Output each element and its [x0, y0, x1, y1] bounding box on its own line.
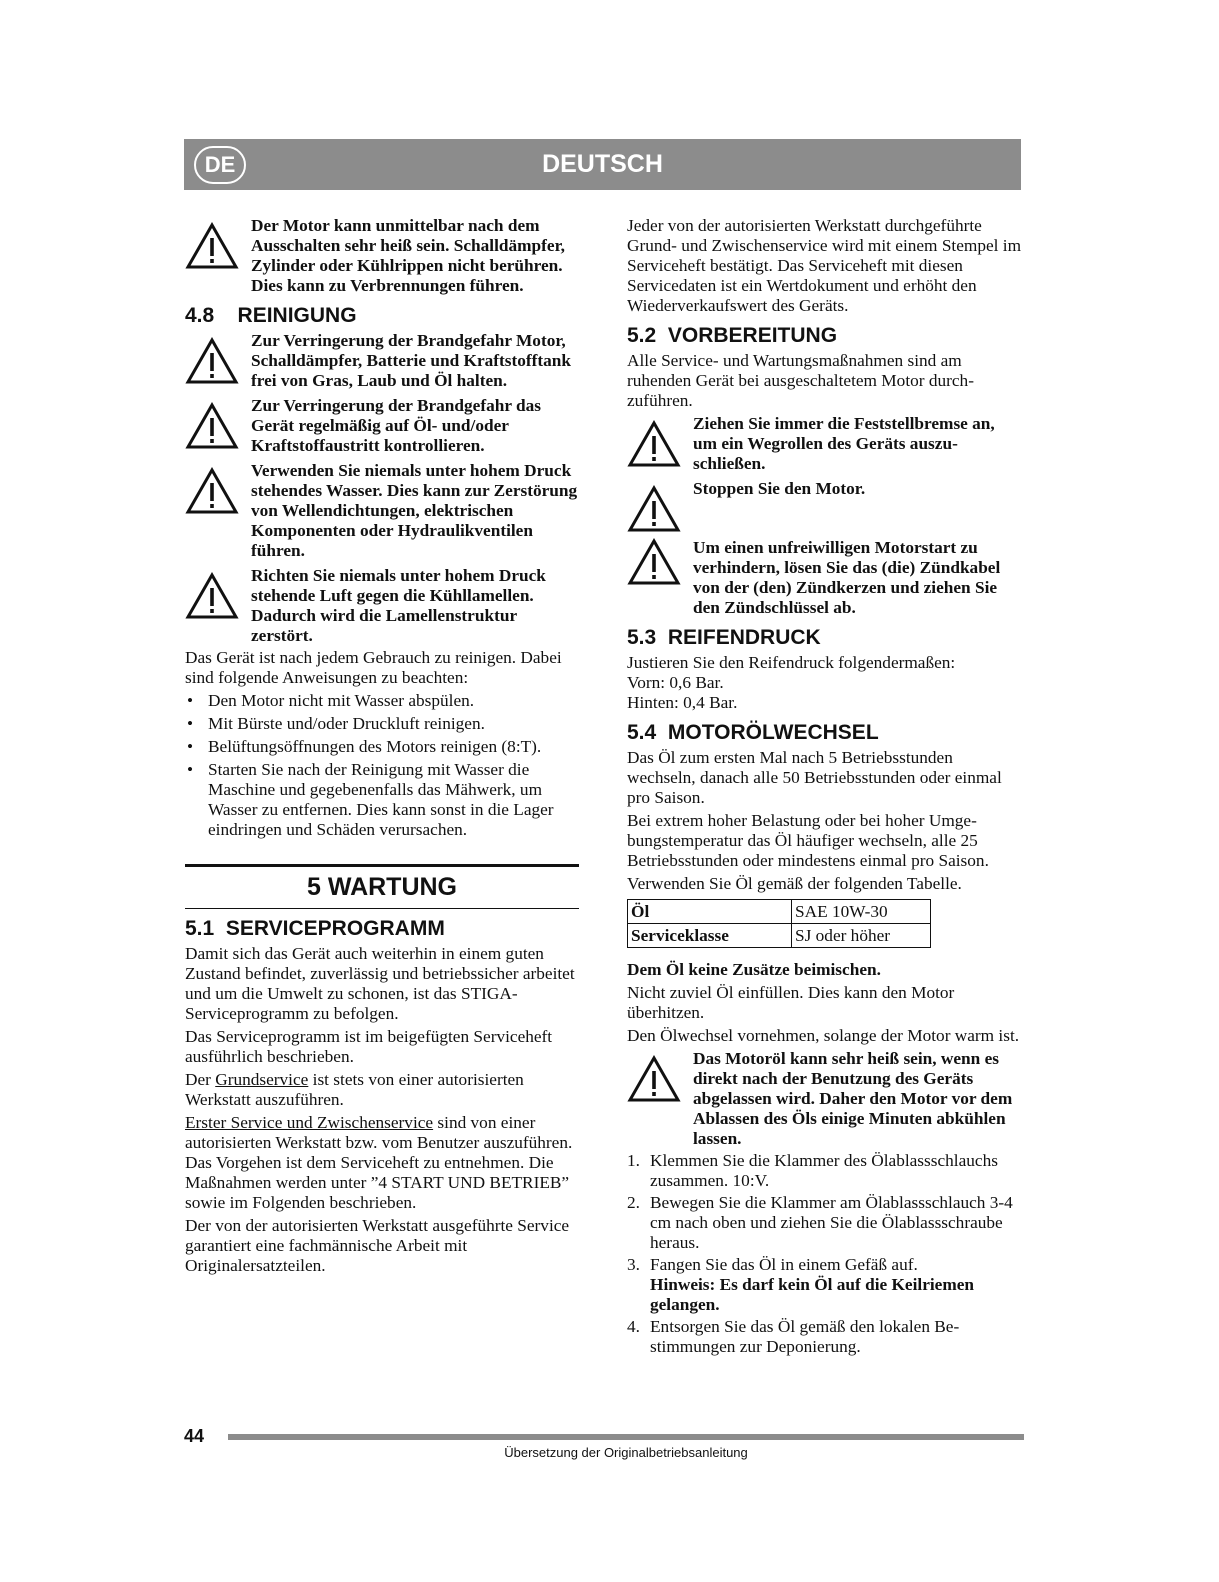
step-text: Entsorgen Sie das Öl gemäß den lokalen Bestimmungen zur Deponierung. — [650, 1317, 960, 1356]
page-title: DEUTSCH — [542, 150, 663, 178]
table-cell-value: SJ oder höher — [792, 924, 931, 948]
warning-text: Ziehen Sie immer die Feststellbremse an, um ein Wegrollen des Geräts auszuschließen. — [693, 414, 995, 473]
underlined-term: Grundservice — [215, 1070, 309, 1089]
cleaning-list — [185, 691, 579, 840]
warning-triangle-icon — [185, 216, 251, 296]
step-number: 2. — [627, 1193, 640, 1212]
warning-block — [627, 1049, 1022, 1149]
section-heading-5-4: 5.4 MOTORÖLWECHSEL — [627, 721, 879, 744]
warning-text: Um einen unfreiwilligen Motorstart zu verhindern, lösen Sie das (die) Zündkabel von der (den) Zündkerzen und ziehen Sie den Zündschlüssel ab. — [693, 538, 1001, 617]
warning-text: Verwenden Sie niemals unter hohem Druck stehendes Wasser. Dies kann zur Zerstörung von Wellendichtungen, elektrischen Komponenten oder Hydraulikventilen führen. — [251, 461, 578, 560]
table-cell-key: Öl — [628, 900, 792, 924]
paragraph: Das Öl zum ersten Mal nach 5 Betriebsstunden wechseln, danach alle 50 Betriebsstunden oder einmal pro Saison. — [627, 748, 1002, 807]
paragraph: Alle Service- und Wartungsmaßnahmen sind am ruhenden Gerät bei ausgeschaltetem Motor durchzuführen. — [627, 351, 974, 410]
warning-triangle-icon — [185, 331, 251, 391]
underlined-term: Erster Service und Zwischenservice — [185, 1113, 434, 1132]
list-item — [627, 1193, 1022, 1253]
step-text: Bewegen Sie die Klammer am Ölablassschlauch 3-4 cm nach oben und ziehen Sie die Ölablassschraube heraus. — [650, 1193, 1013, 1252]
step-text: Fangen Sie das Öl in einem Gefäß auf. — [650, 1255, 918, 1274]
paragraph — [185, 1070, 579, 1110]
paragraph: Jeder von der autorisierten Werkstatt durchgeführte Grund- und Zwischenservice wird mit einem Stempel im Serviceheft bestätigt. Das Serviceheft mit diesen Servicedaten ist ein Wertdokument und erhöht den Wiederverkaufswert des Geräts. — [627, 216, 1022, 315]
text-span: Der — [185, 1070, 216, 1089]
step-text: Klemmen Sie die Klammer des Ölablassschlauchs zusammen. 10:V. — [650, 1151, 998, 1190]
warning-text: Stoppen Sie den Motor. — [693, 479, 866, 498]
paragraph: Justieren Sie den Reifendruck folgendermaßen: — [627, 653, 956, 672]
warning-triangle-icon — [185, 396, 251, 456]
paragraph — [185, 1113, 579, 1213]
list-item — [627, 1255, 1022, 1315]
section-heading-5-1: 5.1 SERVICEPROGRAMM — [185, 917, 445, 940]
warning-block — [185, 461, 579, 561]
warning-text: Das Motoröl kann sehr heiß sein, wenn es direkt nach der Benutzung des Geräts abgelassen wird. Daher den Motor vor dem Ablassen des Öls einige Minuten abkühlen lassen. — [693, 1049, 1013, 1148]
list-item — [627, 1151, 1022, 1191]
table-cell-value: SAE 10W-30 — [792, 900, 931, 924]
warning-triangle-icon — [627, 1049, 693, 1149]
step-note: Hinweis: Es darf kein Öl auf die Keilriemen gelangen. — [650, 1275, 975, 1314]
warning-block — [185, 566, 579, 646]
warning-triangle-icon — [185, 566, 251, 646]
table-row — [628, 924, 931, 948]
paragraph: Nicht zuviel Öl einfüllen. Dies kann den Motor überhitzen. — [627, 983, 955, 1022]
section-heading-4-8: 4.8 REINIGUNG — [185, 304, 357, 327]
chapter-heading: 5 WARTUNG — [185, 864, 579, 909]
step-number: 1. — [627, 1151, 640, 1170]
paragraph: Der von der autorisierten Werkstatt ausgeführte Service garantiert eine fachmännische Arbeit mit Originalersatzteilen. — [185, 1216, 570, 1275]
warning-block — [185, 396, 579, 456]
warning-text: Zur Verringerung der Brandgefahr Motor, Schalldämpfer, Batterie und Kraftstofftank frei von Gras, Laub und Öl halten. — [251, 331, 572, 390]
section-heading-5-2: 5.2 VORBEREITUNG — [627, 324, 838, 347]
right-column — [627, 216, 1022, 1359]
list-item: • Starten Sie nach der Reinigung mit Wasser die Maschine und gegebenenfalls das Mähwerk, um Wasser zu entfernen. Dies kann sonst in die Lager eindringen und Schäden verursachen. — [185, 760, 579, 840]
list-item: • Den Motor nicht mit Wasser abspülen. — [185, 691, 579, 711]
warning-block — [627, 414, 1022, 474]
paragraph: Hinten: 0,4 Bar. — [627, 693, 738, 712]
list-item: • Belüftungsöffnungen des Motors reinigen (8:T). — [185, 737, 579, 757]
list-item: • Mit Bürste und/oder Druckluft reinigen. — [185, 714, 579, 734]
warning-triangle-icon — [185, 461, 251, 561]
table-row — [628, 900, 931, 924]
list-item — [627, 1317, 1022, 1357]
footer-divider — [228, 1434, 1024, 1440]
oil-table — [627, 899, 931, 948]
section-heading-5-3: 5.3 REIFENDRUCK — [627, 626, 821, 649]
text-span: ist stets von einer autorisierten Werkstatt auszuführen. — [185, 1070, 524, 1109]
warning-block — [627, 479, 1022, 533]
step-number: 3. — [627, 1255, 640, 1274]
warning-block — [627, 538, 1022, 618]
paragraph: Das Gerät ist nach jedem Gebrauch zu reinigen. Dabei sind folgende Anweisungen zu beachten: — [185, 648, 562, 687]
oil-change-steps — [627, 1151, 1022, 1357]
language-header — [184, 139, 1021, 190]
text-span: sind von einer autorisierten Werkstatt bzw. vom Benutzer auszuführen. Das Vorgehen ist dem Serviceheft zu entnehmen. Die Maßnahmen werden unter ”4 START UND BETRIEB” sowie im Folgenden beschrieben. — [185, 1113, 573, 1212]
paragraph: Vorn: 0,6 Bar. — [627, 673, 724, 692]
bold-paragraph: Dem Öl keine Zusätze beimischen. — [627, 960, 881, 979]
paragraph: Das Serviceprogramm ist im beigefügten Serviceheft ausführlich beschrieben. — [185, 1027, 553, 1066]
table-cell-key: Serviceklasse — [628, 924, 792, 948]
warning-triangle-icon — [627, 538, 693, 618]
language-badge: DE — [194, 146, 246, 184]
footer-caption: Übersetzung der Originalbetriebsanleitung — [504, 1445, 748, 1460]
warning-triangle-icon — [627, 479, 693, 533]
paragraph: Bei extrem hoher Belastung oder bei hoher Umgebungstemperatur das Öl häufiger wechseln, alle 25 Betriebsstunden oder mindestens einmal pro Saison. — [627, 811, 989, 870]
warning-text: Der Motor kann unmittelbar nach dem Ausschalten sehr heiß sein. Schalldämpfer, Zylinder oder Kühlrippen nicht berühren. Dies kann zu Verbrennungen führen. — [251, 216, 565, 295]
warning-triangle-icon — [627, 414, 693, 474]
warning-block — [185, 216, 579, 296]
paragraph: Den Ölwechsel vornehmen, solange der Motor warm ist. — [627, 1026, 1020, 1045]
paragraph: Verwenden Sie Öl gemäß der folgenden Tabelle. — [627, 874, 962, 893]
warning-text: Richten Sie niemals unter hohem Druck stehende Luft gegen die Kühllamellen. Dadurch wird die Lamellenstruktur zerstört. — [251, 566, 546, 645]
step-number: 4. — [627, 1317, 640, 1336]
warning-text: Zur Verringerung der Brandgefahr das Gerät regelmäßig auf Öl- und/oder Kraftstoffaustritt kontrollieren. — [251, 396, 541, 455]
left-column — [185, 216, 579, 1279]
warning-block — [185, 331, 579, 391]
page-number: 44 — [184, 1426, 205, 1446]
paragraph: Damit sich das Gerät auch weiterhin in einem guten Zustand befindet, zuverlässig und betriebssicher arbeitet und um die Umwelt zu schonen, ist das STIGA-Serviceprogramm zu befolgen. — [185, 944, 575, 1023]
